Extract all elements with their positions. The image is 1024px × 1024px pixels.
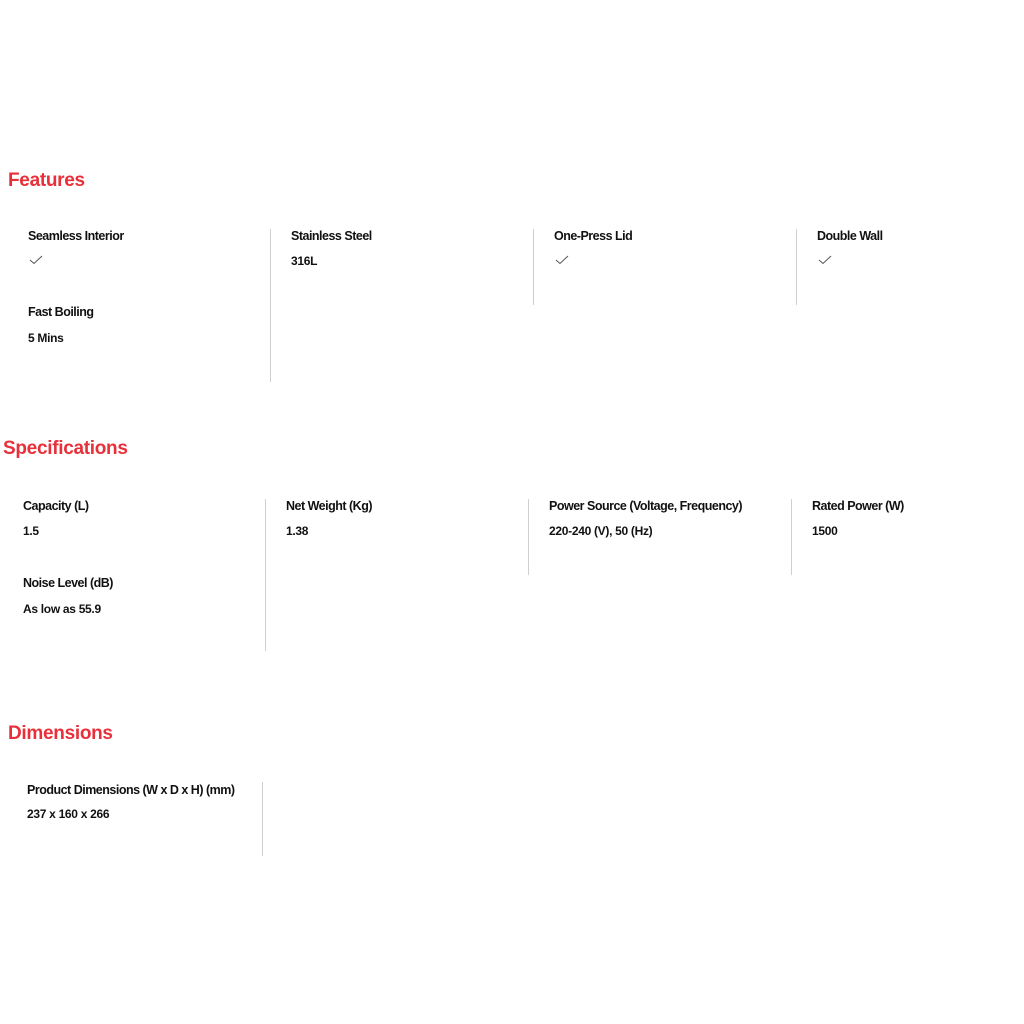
column-divider xyxy=(533,229,534,305)
check-icon xyxy=(29,255,43,265)
column-divider xyxy=(262,782,263,856)
column-divider xyxy=(791,499,792,575)
spec-power-source-value: 220-240 (V), 50 (Hz) xyxy=(549,524,653,538)
feature-seamless-interior-label: Seamless Interior xyxy=(28,229,124,243)
check-icon xyxy=(818,255,832,265)
spec-power-source-label: Power Source (Voltage, Frequency) xyxy=(549,499,743,513)
dimensions-heading: Dimensions xyxy=(8,723,113,744)
features-heading: Features xyxy=(8,170,85,191)
specifications-heading: Specifications xyxy=(3,438,128,459)
spec-rated-power-value: 1500 xyxy=(812,524,838,538)
dimension-product-label: Product Dimensions (W x D x H) (mm) xyxy=(27,783,235,797)
feature-stainless-steel-label: Stainless Steel xyxy=(291,229,372,243)
spec-net-weight-label: Net Weight (Kg) xyxy=(286,499,373,513)
dimension-product-value: 237 x 160 x 266 xyxy=(27,807,110,821)
column-divider xyxy=(796,229,797,305)
column-divider xyxy=(265,499,266,651)
feature-double-wall-label: Double Wall xyxy=(817,229,883,243)
column-divider xyxy=(528,499,529,575)
column-divider xyxy=(270,229,271,382)
spec-noise-level-label: Noise Level (dB) xyxy=(23,576,113,590)
spec-rated-power-label: Rated Power (W) xyxy=(812,499,904,513)
feature-fast-boiling-label: Fast Boiling xyxy=(28,305,94,319)
spec-net-weight-value: 1.38 xyxy=(286,524,309,538)
feature-fast-boiling-value: 5 Mins xyxy=(28,331,64,345)
spec-capacity-label: Capacity (L) xyxy=(23,499,89,513)
feature-stainless-steel-value: 316L xyxy=(291,254,318,268)
spec-noise-level-value: As low as 55.9 xyxy=(23,602,101,616)
check-icon xyxy=(555,255,569,265)
spec-capacity-value: 1.5 xyxy=(23,524,39,538)
feature-one-press-lid-label: One-Press Lid xyxy=(554,229,633,243)
